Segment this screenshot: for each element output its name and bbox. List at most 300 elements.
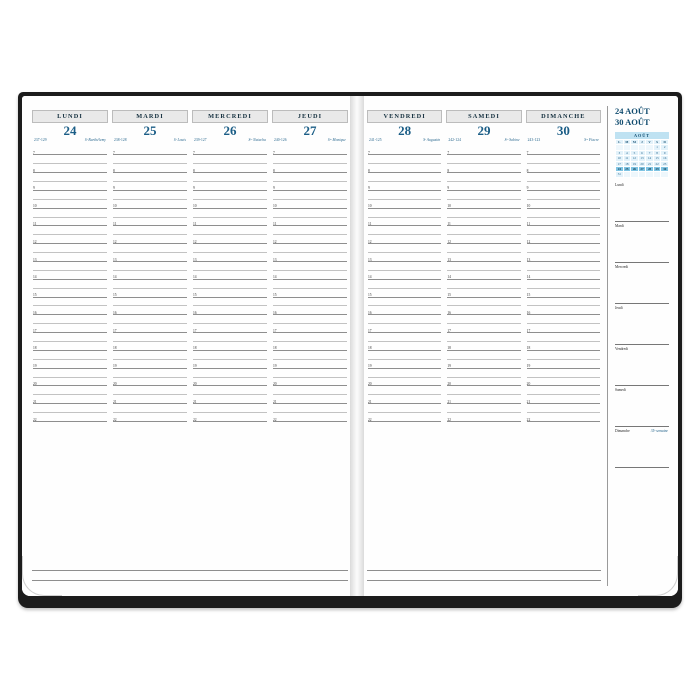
- half-hour-slot[interactable]: [447, 157, 520, 166]
- hour-slot[interactable]: [113, 237, 187, 246]
- half-hour-slot[interactable]: [33, 157, 107, 166]
- hour-slot[interactable]: [33, 255, 107, 264]
- hour-slot[interactable]: [113, 219, 187, 228]
- hour-column[interactable]: [110, 148, 190, 424]
- half-hour-slot[interactable]: [113, 317, 187, 326]
- hour-slot[interactable]: [193, 379, 267, 388]
- half-hour-slot[interactable]: [368, 370, 441, 379]
- left-notes-area[interactable]: [32, 561, 348, 583]
- hour-slot[interactable]: [113, 184, 187, 193]
- half-hour-slot[interactable]: [33, 175, 107, 184]
- half-hour-slot[interactable]: [447, 352, 520, 361]
- hour-slot[interactable]: [368, 237, 441, 246]
- hour-slot[interactable]: [273, 397, 347, 406]
- hour-slot[interactable]: [193, 415, 267, 424]
- half-hour-slot[interactable]: [193, 264, 267, 273]
- mini-calendar-day[interactable]: 26: [631, 167, 639, 172]
- hour-slot[interactable]: [33, 166, 107, 175]
- half-hour-slot[interactable]: [527, 281, 600, 290]
- half-hour-slot[interactable]: [33, 370, 107, 379]
- hour-slot[interactable]: [273, 361, 347, 370]
- hour-slot[interactable]: [368, 166, 441, 175]
- hour-label: 7: [447, 150, 450, 155]
- week-number-label: 35ᵉ semaine: [650, 428, 668, 433]
- hour-slot[interactable]: [193, 166, 267, 175]
- hour-slot[interactable]: [33, 344, 107, 353]
- hour-slot[interactable]: [527, 166, 600, 175]
- hour-label: 9: [273, 186, 275, 191]
- half-hour-slot[interactable]: [527, 388, 600, 397]
- hour-slot[interactable]: [447, 326, 520, 335]
- hour-slot[interactable]: [273, 219, 347, 228]
- hour-slot[interactable]: [113, 344, 187, 353]
- half-hour-slot[interactable]: [193, 157, 267, 166]
- hour-slot[interactable]: [273, 290, 347, 299]
- mini-calendar-day[interactable]: 9: [661, 150, 669, 155]
- hour-slot[interactable]: [273, 415, 347, 424]
- mini-calendar-day[interactable]: 24: [616, 167, 624, 172]
- hour-slot[interactable]: [527, 415, 600, 424]
- hour-slot[interactable]: [193, 326, 267, 335]
- hour-label: 10: [113, 204, 117, 209]
- half-hour-slot[interactable]: [273, 370, 347, 379]
- mini-calendar-day[interactable]: 6: [638, 150, 646, 155]
- hour-rule: [368, 368, 441, 369]
- hour-column[interactable]: [270, 148, 350, 424]
- hour-slot[interactable]: [447, 308, 520, 317]
- hour-slot[interactable]: [527, 201, 600, 210]
- half-hour-slot[interactable]: [527, 299, 600, 308]
- half-hour-rule: [193, 252, 267, 253]
- hour-slot[interactable]: [447, 272, 520, 281]
- half-hour-slot[interactable]: [273, 406, 347, 415]
- half-hour-slot[interactable]: [193, 352, 267, 361]
- hour-slot[interactable]: [113, 166, 187, 175]
- hour-rule: [33, 190, 107, 191]
- hour-slot[interactable]: [33, 415, 107, 424]
- mini-calendar-day[interactable]: 2: [661, 145, 669, 150]
- hour-slot[interactable]: [527, 272, 600, 281]
- mini-calendar-day[interactable]: 10: [616, 156, 624, 161]
- half-hour-slot[interactable]: [113, 299, 187, 308]
- week-day-note-row[interactable]: [615, 265, 671, 306]
- half-hour-slot[interactable]: [273, 388, 347, 397]
- note-line: [32, 571, 348, 581]
- half-hour-slot[interactable]: [273, 335, 347, 344]
- half-hour-slot[interactable]: [368, 246, 441, 255]
- mini-calendar-day[interactable]: 16: [661, 156, 669, 161]
- hour-rule: [113, 208, 187, 209]
- half-hour-slot[interactable]: [368, 210, 441, 219]
- hour-slot[interactable]: [273, 326, 347, 335]
- hour-column[interactable]: [444, 148, 523, 424]
- hour-slot[interactable]: [527, 344, 600, 353]
- hour-slot[interactable]: [447, 184, 520, 193]
- hour-slot[interactable]: [368, 272, 441, 281]
- hour-slot[interactable]: [193, 397, 267, 406]
- mini-calendar-day[interactable]: 4: [623, 150, 631, 155]
- hour-slot[interactable]: [447, 166, 520, 175]
- mini-calendar-day[interactable]: 3: [616, 150, 624, 155]
- half-hour-slot[interactable]: [33, 335, 107, 344]
- hour-rule: [33, 208, 107, 209]
- hour-slot[interactable]: [447, 361, 520, 370]
- hour-slot[interactable]: [527, 379, 600, 388]
- hour-rule: [273, 350, 347, 351]
- hour-slot[interactable]: [368, 326, 441, 335]
- hour-slot[interactable]: [447, 415, 520, 424]
- half-hour-slot[interactable]: [33, 281, 107, 290]
- half-hour-slot[interactable]: [193, 388, 267, 397]
- hour-slot[interactable]: [273, 308, 347, 317]
- half-hour-slot[interactable]: [113, 281, 187, 290]
- half-hour-slot[interactable]: [527, 246, 600, 255]
- hour-slot[interactable]: [527, 219, 600, 228]
- half-hour-slot[interactable]: [193, 281, 267, 290]
- half-hour-slot[interactable]: [113, 246, 187, 255]
- hour-slot[interactable]: [113, 308, 187, 317]
- hour-slot[interactable]: [273, 166, 347, 175]
- half-hour-slot[interactable]: [273, 192, 347, 201]
- hour-slot[interactable]: [368, 219, 441, 228]
- half-hour-slot[interactable]: [273, 317, 347, 326]
- hour-slot[interactable]: [273, 237, 347, 246]
- half-hour-slot[interactable]: [193, 246, 267, 255]
- half-hour-slot[interactable]: [113, 228, 187, 237]
- hour-slot[interactable]: [447, 255, 520, 264]
- half-hour-slot[interactable]: [527, 264, 600, 273]
- hour-slot[interactable]: [447, 219, 520, 228]
- hour-slot[interactable]: [368, 308, 441, 317]
- mini-calendar-day[interactable]: 21: [646, 161, 654, 166]
- half-hour-slot[interactable]: [33, 406, 107, 415]
- hour-rule: [193, 190, 267, 191]
- hour-slot[interactable]: [33, 379, 107, 388]
- half-hour-slot[interactable]: [447, 299, 520, 308]
- mini-calendar-day[interactable]: 28: [646, 167, 654, 172]
- mini-calendar-day[interactable]: 23: [661, 161, 669, 166]
- hour-slot[interactable]: [527, 184, 600, 193]
- half-hour-slot[interactable]: [447, 335, 520, 344]
- hour-slot[interactable]: [193, 308, 267, 317]
- week-day-notes[interactable]: [613, 183, 671, 470]
- hour-slot[interactable]: [113, 255, 187, 264]
- mini-calendar-day[interactable]: 5: [631, 150, 639, 155]
- mini-calendar-day[interactable]: 11: [623, 156, 631, 161]
- hour-slot[interactable]: [33, 326, 107, 335]
- hour-slot[interactable]: [273, 184, 347, 193]
- half-hour-slot[interactable]: [113, 175, 187, 184]
- half-hour-slot[interactable]: [113, 406, 187, 415]
- hour-rule: [368, 421, 441, 422]
- hour-slot[interactable]: [368, 415, 441, 424]
- hour-rule: [113, 385, 187, 386]
- hour-slot[interactable]: [33, 272, 107, 281]
- half-hour-slot[interactable]: [113, 352, 187, 361]
- hour-slot[interactable]: [113, 326, 187, 335]
- hour-slot[interactable]: [193, 219, 267, 228]
- hour-slot[interactable]: [527, 308, 600, 317]
- hour-slot[interactable]: [193, 272, 267, 281]
- hour-slot[interactable]: [527, 237, 600, 246]
- half-hour-slot[interactable]: [33, 264, 107, 273]
- half-hour-slot[interactable]: [527, 352, 600, 361]
- half-hour-slot[interactable]: [368, 228, 441, 237]
- half-hour-slot[interactable]: [33, 299, 107, 308]
- hour-label: 14: [526, 275, 531, 280]
- half-hour-slot[interactable]: [447, 388, 520, 397]
- left-hour-grid[interactable]: [30, 148, 350, 424]
- hour-slot[interactable]: [193, 255, 267, 264]
- hour-slot[interactable]: [447, 201, 520, 210]
- hour-slot[interactable]: [527, 290, 600, 299]
- hour-label: 10: [368, 204, 372, 209]
- week-day-note-row[interactable]: [615, 347, 671, 388]
- hour-slot[interactable]: [33, 397, 107, 406]
- half-hour-slot[interactable]: [33, 192, 107, 201]
- half-hour-slot[interactable]: [33, 246, 107, 255]
- half-hour-slot[interactable]: [368, 388, 441, 397]
- hour-slot[interactable]: [33, 148, 107, 157]
- half-hour-slot[interactable]: [193, 175, 267, 184]
- mini-calendar-day[interactable]: 14: [646, 156, 654, 161]
- half-hour-slot[interactable]: [447, 210, 520, 219]
- hour-slot[interactable]: [33, 219, 107, 228]
- week-day-note-row[interactable]: [615, 306, 671, 347]
- hour-column[interactable]: [365, 148, 444, 424]
- week-day-note-row[interactable]: [615, 429, 671, 470]
- half-hour-slot[interactable]: [447, 228, 520, 237]
- hour-slot[interactable]: [113, 290, 187, 299]
- half-hour-slot[interactable]: [273, 352, 347, 361]
- mini-calendar-day[interactable]: 29: [653, 167, 661, 172]
- day-name: DIMANCHE: [526, 110, 601, 123]
- half-hour-slot[interactable]: [368, 281, 441, 290]
- half-hour-slot[interactable]: [33, 317, 107, 326]
- week-day-note-row[interactable]: [615, 388, 671, 429]
- mini-calendar-day[interactable]: 18: [623, 161, 631, 166]
- hour-rule: [447, 368, 520, 369]
- half-hour-slot[interactable]: [368, 299, 441, 308]
- half-hour-slot[interactable]: [193, 406, 267, 415]
- mini-calendar-day[interactable]: 30: [661, 167, 669, 172]
- hour-slot[interactable]: [447, 148, 520, 157]
- hour-slot[interactable]: [273, 148, 347, 157]
- half-hour-slot[interactable]: [527, 317, 600, 326]
- half-hour-slot[interactable]: [368, 406, 441, 415]
- half-hour-slot[interactable]: [113, 388, 187, 397]
- hour-slot[interactable]: [527, 255, 600, 264]
- half-hour-slot[interactable]: [33, 228, 107, 237]
- half-hour-slot[interactable]: [113, 264, 187, 273]
- mini-calendar-day[interactable]: 13: [638, 156, 646, 161]
- hour-label: 9: [33, 186, 35, 191]
- hour-slot[interactable]: [33, 237, 107, 246]
- half-hour-slot[interactable]: [33, 352, 107, 361]
- hour-column[interactable]: [190, 148, 270, 424]
- hour-slot[interactable]: [447, 344, 520, 353]
- half-hour-slot[interactable]: [273, 299, 347, 308]
- half-hour-slot[interactable]: [113, 157, 187, 166]
- hour-rule: [527, 368, 600, 369]
- half-hour-slot[interactable]: [368, 157, 441, 166]
- hour-slot[interactable]: [527, 148, 600, 157]
- half-hour-slot[interactable]: [447, 281, 520, 290]
- half-hour-slot[interactable]: [368, 192, 441, 201]
- hour-label: 7: [273, 150, 275, 155]
- hour-slot[interactable]: [113, 397, 187, 406]
- half-hour-slot[interactable]: [447, 264, 520, 273]
- hour-slot[interactable]: [113, 415, 187, 424]
- hour-slot[interactable]: [193, 290, 267, 299]
- half-hour-slot[interactable]: [193, 192, 267, 201]
- hour-slot[interactable]: [273, 255, 347, 264]
- hour-slot[interactable]: [527, 326, 600, 335]
- mini-calendar-day[interactable]: 8: [653, 150, 661, 155]
- hour-label: 21: [447, 399, 451, 404]
- half-hour-slot[interactable]: [527, 157, 600, 166]
- hour-slot[interactable]: [368, 379, 441, 388]
- half-hour-slot[interactable]: [273, 157, 347, 166]
- hour-slot[interactable]: [113, 379, 187, 388]
- hour-slot[interactable]: [368, 255, 441, 264]
- half-hour-slot[interactable]: [33, 388, 107, 397]
- half-hour-slot[interactable]: [527, 335, 600, 344]
- half-hour-slot[interactable]: [113, 192, 187, 201]
- week-day-note-row[interactable]: [615, 224, 671, 265]
- hour-slot[interactable]: [447, 290, 520, 299]
- hour-slot[interactable]: [447, 379, 520, 388]
- hour-slot[interactable]: [113, 148, 187, 157]
- half-hour-slot[interactable]: [113, 370, 187, 379]
- mini-calendar-day[interactable]: 20: [638, 161, 646, 166]
- hour-slot[interactable]: [33, 361, 107, 370]
- hour-slot[interactable]: [33, 308, 107, 317]
- half-hour-slot[interactable]: [527, 370, 600, 379]
- half-hour-slot[interactable]: [33, 210, 107, 219]
- mini-calendar-day[interactable]: 25: [623, 167, 631, 172]
- mini-calendar-day[interactable]: 27: [638, 167, 646, 172]
- half-hour-slot[interactable]: [368, 175, 441, 184]
- hour-label: 7: [526, 150, 529, 155]
- mini-calendar-day[interactable]: 31: [616, 172, 624, 177]
- hour-label: 22: [447, 417, 451, 422]
- hour-column[interactable]: [524, 148, 603, 424]
- half-hour-slot[interactable]: [193, 370, 267, 379]
- hour-slot[interactable]: [193, 237, 267, 246]
- hour-slot[interactable]: [193, 361, 267, 370]
- half-hour-slot[interactable]: [368, 335, 441, 344]
- half-hour-slot[interactable]: [193, 228, 267, 237]
- mini-calendar-day[interactable]: 15: [653, 156, 661, 161]
- half-hour-slot[interactable]: [273, 210, 347, 219]
- half-hour-slot[interactable]: [273, 175, 347, 184]
- mini-calendar-day[interactable]: 19: [631, 161, 639, 166]
- hour-column[interactable]: [30, 148, 110, 424]
- hour-slot[interactable]: [193, 344, 267, 353]
- half-hour-slot[interactable]: [368, 352, 441, 361]
- half-hour-slot[interactable]: [447, 192, 520, 201]
- hour-slot[interactable]: [193, 184, 267, 193]
- hour-slot[interactable]: [368, 397, 441, 406]
- mini-calendar-day[interactable]: 1: [653, 145, 661, 150]
- day-name: VENDREDI: [367, 110, 442, 123]
- mini-calendar[interactable]: [615, 132, 669, 178]
- hour-slot[interactable]: [273, 379, 347, 388]
- hour-label: 22: [273, 417, 277, 422]
- half-hour-rule: [33, 234, 107, 235]
- half-hour-slot[interactable]: [193, 335, 267, 344]
- hour-slot[interactable]: [368, 148, 441, 157]
- half-hour-slot[interactable]: [113, 335, 187, 344]
- hour-slot[interactable]: [33, 290, 107, 299]
- mini-calendar-day[interactable]: 22: [653, 161, 661, 166]
- hour-slot[interactable]: [527, 361, 600, 370]
- half-hour-slot[interactable]: [273, 228, 347, 237]
- half-hour-slot[interactable]: [193, 317, 267, 326]
- half-hour-slot[interactable]: [368, 264, 441, 273]
- half-hour-slot[interactable]: [273, 281, 347, 290]
- half-hour-slot[interactable]: [527, 228, 600, 237]
- half-hour-slot[interactable]: [527, 406, 600, 415]
- hour-slot[interactable]: [447, 397, 520, 406]
- half-hour-slot[interactable]: [113, 210, 187, 219]
- week-day-label: Lundi: [615, 182, 624, 187]
- half-hour-slot[interactable]: [447, 406, 520, 415]
- half-hour-slot[interactable]: [273, 264, 347, 273]
- half-hour-slot[interactable]: [447, 317, 520, 326]
- half-hour-slot[interactable]: [527, 175, 600, 184]
- hour-slot[interactable]: [447, 237, 520, 246]
- right-notes-area[interactable]: [367, 561, 601, 583]
- right-hour-grid[interactable]: [365, 148, 603, 424]
- half-hour-slot[interactable]: [447, 175, 520, 184]
- hour-slot[interactable]: [273, 344, 347, 353]
- hour-slot[interactable]: [113, 272, 187, 281]
- mini-calendar-day[interactable]: 7: [646, 150, 654, 155]
- week-day-note-row[interactable]: [615, 183, 671, 224]
- half-hour-slot[interactable]: [527, 210, 600, 219]
- half-hour-slot[interactable]: [193, 210, 267, 219]
- mini-calendar-day[interactable]: 17: [616, 161, 624, 166]
- mini-calendar-day[interactable]: 12: [631, 156, 639, 161]
- hour-slot[interactable]: [273, 201, 347, 210]
- half-hour-slot[interactable]: [447, 246, 520, 255]
- hour-slot[interactable]: [113, 201, 187, 210]
- hour-rule: [113, 332, 187, 333]
- hour-slot[interactable]: [193, 201, 267, 210]
- week-day-rule: [615, 426, 669, 427]
- hour-rule: [33, 332, 107, 333]
- hour-slot[interactable]: [368, 201, 441, 210]
- hour-slot[interactable]: [368, 344, 441, 353]
- hour-slot[interactable]: [193, 148, 267, 157]
- hour-slot[interactable]: [273, 272, 347, 281]
- half-hour-slot[interactable]: [527, 192, 600, 201]
- half-hour-slot[interactable]: [193, 299, 267, 308]
- hour-slot[interactable]: [368, 361, 441, 370]
- hour-slot[interactable]: [33, 201, 107, 210]
- hour-label: 22: [33, 417, 37, 422]
- hour-slot[interactable]: [113, 361, 187, 370]
- half-hour-slot[interactable]: [368, 317, 441, 326]
- half-hour-slot[interactable]: [273, 246, 347, 255]
- hour-slot[interactable]: [368, 290, 441, 299]
- hour-slot[interactable]: [527, 397, 600, 406]
- hour-slot[interactable]: [368, 184, 441, 193]
- half-hour-slot[interactable]: [447, 370, 520, 379]
- hour-slot[interactable]: [33, 184, 107, 193]
